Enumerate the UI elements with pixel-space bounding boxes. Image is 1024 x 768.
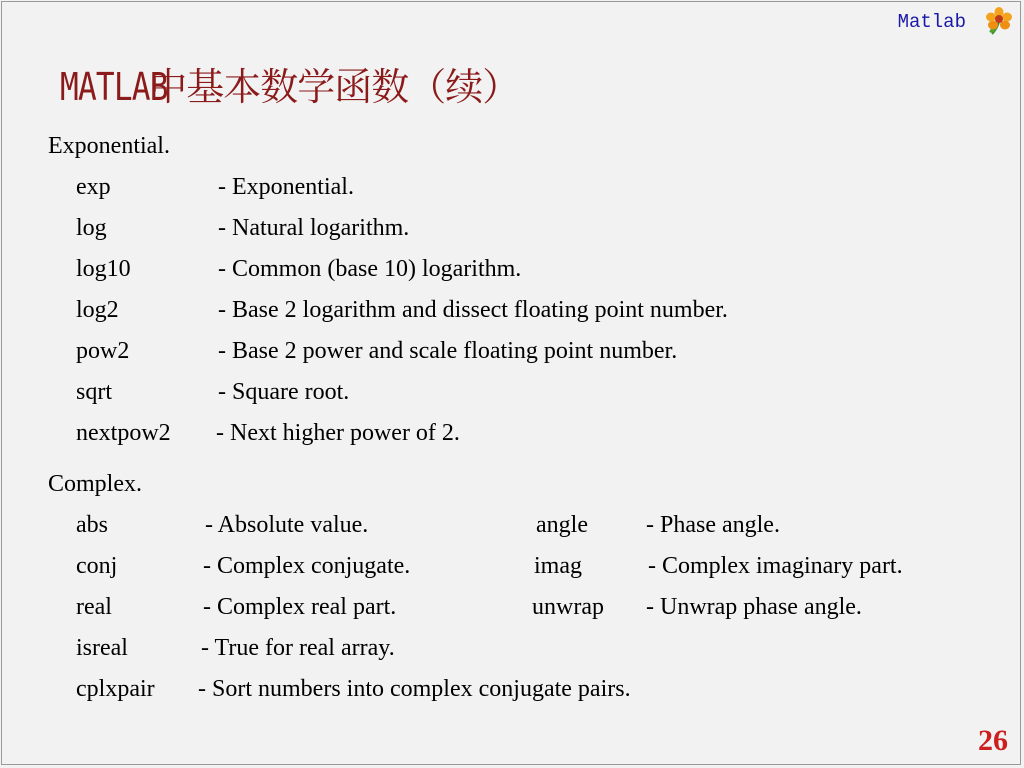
function-description: - Common (base 10) logarithm. xyxy=(218,256,522,282)
function-description-secondary: - Phase angle. xyxy=(646,512,780,538)
page-number: 26 xyxy=(978,724,1008,757)
function-description: - Exponential. xyxy=(218,174,354,200)
function-description: - Base 2 logarithm and dissect floating point number. xyxy=(218,297,728,323)
function-name: sqrt xyxy=(76,379,112,405)
function-description-secondary: - Unwrap phase angle. xyxy=(646,594,862,620)
section-heading-complex: Complex. xyxy=(48,471,142,497)
title-cjk: 中基本数学函数（续） xyxy=(149,65,520,109)
title-latin: MATLAB xyxy=(60,65,168,109)
function-name: abs xyxy=(76,512,108,538)
function-name-secondary: imag xyxy=(534,553,582,579)
function-description: - Complex real part. xyxy=(203,594,397,620)
function-name: exp xyxy=(76,174,111,200)
function-name: pow2 xyxy=(76,338,130,364)
function-description: - Next higher power of 2. xyxy=(216,420,460,446)
function-name: cplxpair xyxy=(76,676,155,702)
function-name: log10 xyxy=(76,256,131,282)
flower-icon xyxy=(984,6,1014,36)
function-description: - Square root. xyxy=(218,379,350,405)
function-name: conj xyxy=(76,553,118,579)
function-description: - Absolute value. xyxy=(205,512,369,538)
function-name: real xyxy=(76,594,112,620)
function-description: - Natural logarithm. xyxy=(218,215,410,241)
function-name: log2 xyxy=(76,297,119,323)
function-name-secondary: unwrap xyxy=(532,594,604,620)
function-description: - Complex conjugate. xyxy=(203,553,411,579)
function-name: isreal xyxy=(76,635,128,661)
page-title xyxy=(60,56,519,111)
function-name-secondary: angle xyxy=(536,512,588,538)
function-name: log xyxy=(76,215,107,241)
function-name: nextpow2 xyxy=(76,420,171,446)
brand-label: Matlab xyxy=(897,11,966,33)
section-heading-exponential: Exponential. xyxy=(48,133,170,159)
function-description: - Base 2 power and scale floating point number. xyxy=(218,338,678,364)
slide-frame xyxy=(1,1,1021,765)
function-description: - True for real array. xyxy=(201,635,395,661)
function-description-secondary: - Complex imaginary part. xyxy=(648,553,903,579)
function-description: - Sort numbers into complex conjugate pairs. xyxy=(198,676,631,702)
